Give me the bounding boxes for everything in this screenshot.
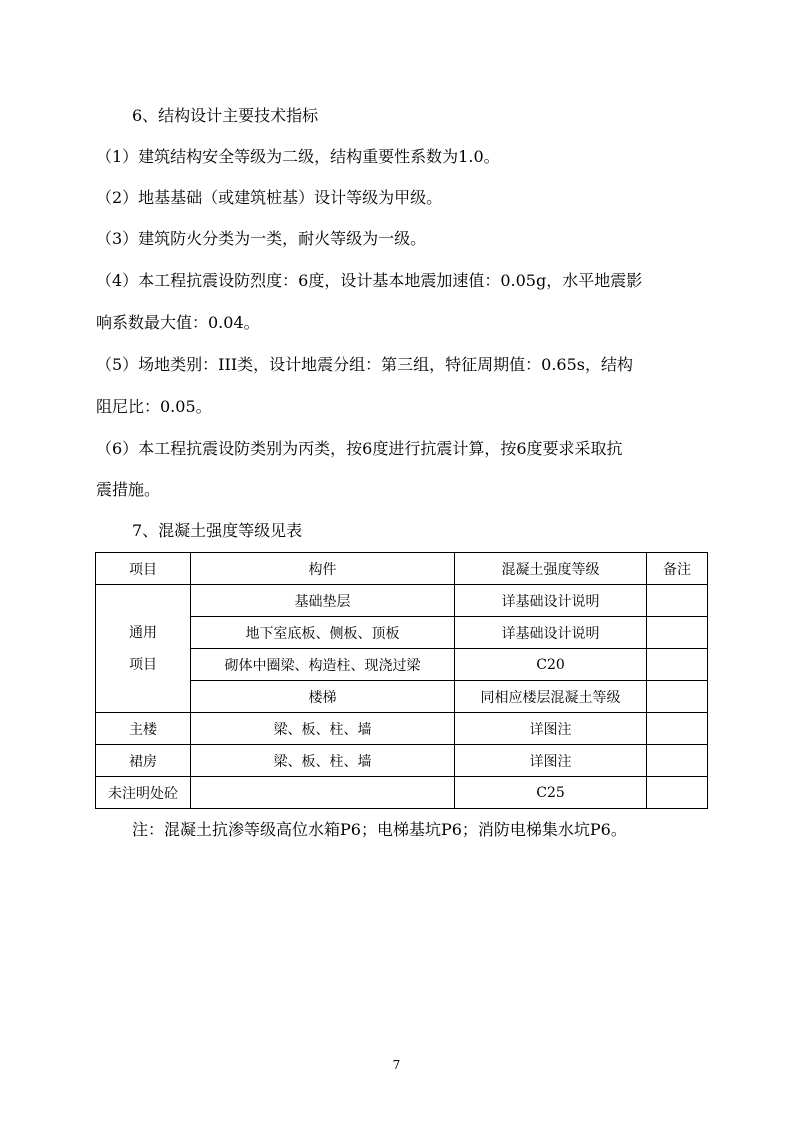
table-header-row <box>96 553 708 585</box>
spec-item: （6）本工程抗震设防类别为丙类，按6度进行抗震计算，按6度要求采取抗 <box>96 439 623 458</box>
table-row <box>96 745 708 777</box>
section-7-heading: 7、混凝土强度等级见表 <box>132 521 303 540</box>
cell-item: 裙房 <box>96 745 191 777</box>
spec-item-continued: 响系数最大值：0.04。 <box>96 313 260 332</box>
table-row <box>96 585 708 617</box>
header-note: 备注 <box>647 553 708 585</box>
concrete-grade-table <box>95 552 708 809</box>
cell-note <box>647 617 708 649</box>
spec-item: （4）本工程抗震设防烈度：6度，设计基本地震加速值：0.05g，水平地震影 <box>96 271 643 290</box>
cell-note <box>647 649 708 681</box>
cell-component: 地下室底板、侧板、顶板 <box>191 617 455 649</box>
cell-component: 梁、板、柱、墙 <box>191 713 455 745</box>
cell-note <box>647 585 708 617</box>
general-group-label <box>96 585 191 713</box>
cell-note <box>647 777 708 809</box>
spec-item: （1）建筑结构安全等级为二级，结构重要性系数为1.0。 <box>96 147 500 166</box>
group-label-line: 通用 <box>129 624 157 641</box>
cell-grade: 详图注 <box>455 713 647 745</box>
cell-component: 基础垫层 <box>191 585 455 617</box>
cell-item: 未注明处砼 <box>96 777 191 809</box>
cell-grade: 同相应楼层混凝土等级 <box>455 681 647 713</box>
cell-grade: 详图注 <box>455 745 647 777</box>
table-row <box>96 713 708 745</box>
cell-note <box>647 745 708 777</box>
cell-item: 主楼 <box>96 713 191 745</box>
spec-item: （5）场地类别：III类，设计地震分组：第三组，特征周期值：0.65s，结构 <box>96 355 633 374</box>
cell-component <box>191 777 455 809</box>
spec-item-continued: 震措施。 <box>96 480 161 499</box>
cell-component: 楼梯 <box>191 681 455 713</box>
section-6-heading: 6、结构设计主要技术指标 <box>132 106 319 125</box>
cell-component: 梁、板、柱、墙 <box>191 745 455 777</box>
header-item: 项目 <box>96 553 191 585</box>
table-footnote: 注：混凝土抗渗等级高位水箱P6；电梯基坑P6；消防电梯集水坑P6。 <box>132 820 627 839</box>
header-grade: 混凝土强度等级 <box>455 553 647 585</box>
cell-note <box>647 713 708 745</box>
cell-note <box>647 681 708 713</box>
spec-item: （3）建筑防火分类为一类，耐火等级为一级。 <box>96 229 427 248</box>
page-number: 7 <box>392 1058 401 1072</box>
spec-item: （2）地基基础（或建筑桩基）设计等级为甲级。 <box>96 188 443 207</box>
table-row <box>96 777 708 809</box>
header-component: 构件 <box>191 553 455 585</box>
group-label-line: 项目 <box>129 656 157 673</box>
cell-grade: C20 <box>455 649 647 681</box>
cell-grade: 详基础设计说明 <box>455 617 647 649</box>
cell-grade: C25 <box>455 777 647 809</box>
spec-item-continued: 阻尼比：0.05。 <box>96 397 212 416</box>
cell-grade: 详基础设计说明 <box>455 585 647 617</box>
cell-component: 砌体中圈梁、构造柱、现浇过梁 <box>191 649 455 681</box>
